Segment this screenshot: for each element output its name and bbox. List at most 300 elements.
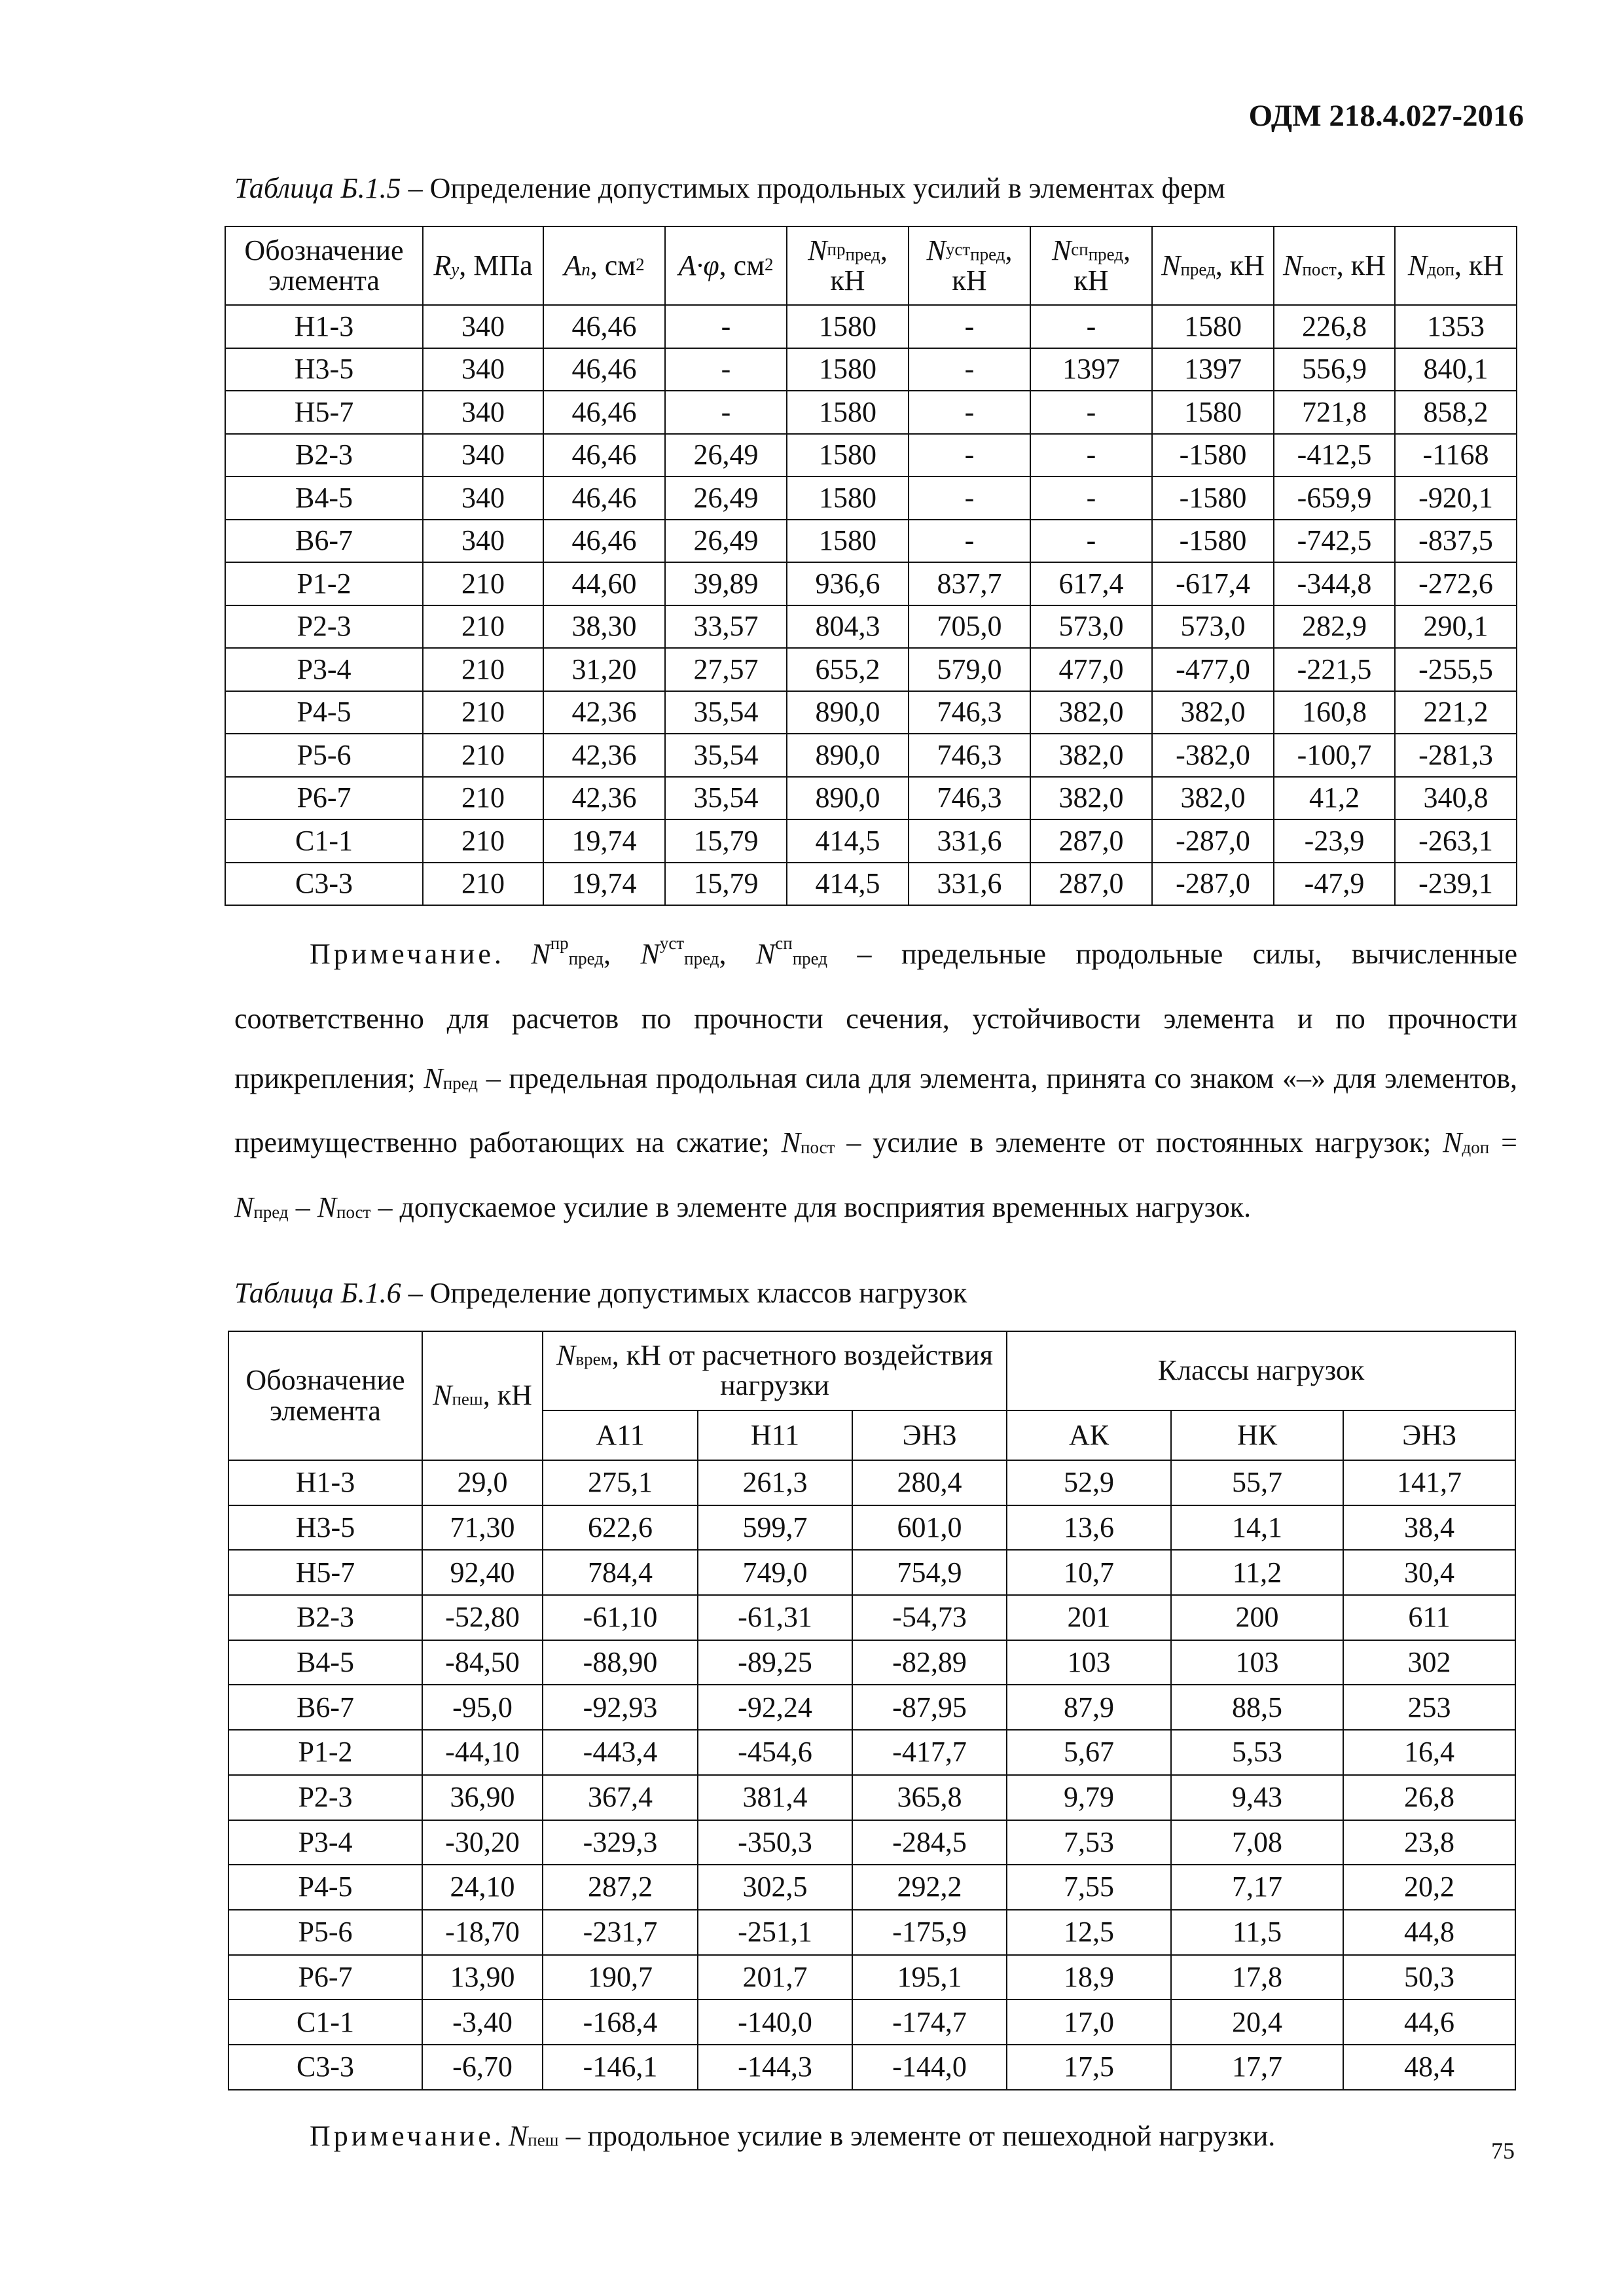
table-cell: 340 <box>423 305 543 348</box>
table-row <box>225 562 1517 605</box>
table-row <box>228 2045 1515 2090</box>
table-cell: 754,9 <box>852 1550 1007 1595</box>
table-cell: 201 <box>1007 1595 1171 1640</box>
row-element-cell: С1-1 <box>225 819 423 863</box>
table-cell: 210 <box>423 819 543 863</box>
table-cell: 340 <box>423 520 543 563</box>
row-element-cell: Р1-2 <box>228 1730 422 1775</box>
row-element-cell: Н3-5 <box>228 1505 422 1551</box>
table-cell: -251,1 <box>698 1910 852 1955</box>
table-row <box>228 1685 1515 1730</box>
table-cell: 858,2 <box>1395 391 1517 434</box>
table-row <box>225 605 1517 649</box>
table-cell: 261,3 <box>698 1460 852 1505</box>
page-number: 75 <box>1491 2138 1515 2164</box>
table-row <box>225 819 1517 863</box>
table-row <box>225 305 1517 348</box>
table-cell: - <box>909 305 1030 348</box>
table-cell: 840,1 <box>1395 348 1517 391</box>
col-element: Обозначение элемента <box>225 226 423 305</box>
table-row <box>228 1595 1515 1640</box>
table-cell: 195,1 <box>852 1955 1007 2000</box>
col2-ak: АК <box>1007 1410 1171 1460</box>
table-cell: -1168 <box>1395 434 1517 477</box>
table-cell: -263,1 <box>1395 819 1517 863</box>
table-cell: 331,6 <box>909 863 1030 906</box>
table-cell: 17,0 <box>1007 2000 1171 2045</box>
table-cell: 275,1 <box>543 1460 698 1505</box>
table2-body <box>228 1460 1515 2090</box>
table-row <box>225 391 1517 434</box>
table-cell: 19,74 <box>543 819 665 863</box>
row-element-cell: Н1-3 <box>225 305 423 348</box>
table-cell: 38,4 <box>1343 1505 1515 1551</box>
table-cell: 837,7 <box>909 562 1030 605</box>
table-cell: -659,9 <box>1274 476 1395 520</box>
table-cell: 55,7 <box>1171 1460 1343 1505</box>
table-cell: -477,0 <box>1152 648 1274 691</box>
table-cell: 746,3 <box>909 734 1030 777</box>
table-cell: -350,3 <box>698 1820 852 1865</box>
table-cell: 226,8 <box>1274 305 1395 348</box>
table-cell: 804,3 <box>787 605 909 649</box>
table-cell: 721,8 <box>1274 391 1395 434</box>
table-cell: 26,49 <box>665 520 787 563</box>
row-element-cell: С3-3 <box>225 863 423 906</box>
table-cell: 71,30 <box>422 1505 543 1551</box>
table-cell: 381,4 <box>698 1775 852 1820</box>
table-cell: 13,6 <box>1007 1505 1171 1551</box>
table-row <box>225 777 1517 820</box>
table-permissible-forces <box>225 226 1517 906</box>
col2-en3-class: ЭН3 <box>1343 1410 1515 1460</box>
table-cell: 340 <box>423 391 543 434</box>
table-row <box>225 648 1517 691</box>
table-row <box>225 476 1517 520</box>
table-cell: 26,49 <box>665 476 787 520</box>
table-cell: 20,4 <box>1171 2000 1343 2045</box>
table-cell: 200 <box>1171 1595 1343 1640</box>
table-cell: 282,9 <box>1274 605 1395 649</box>
row-element-cell: В4-5 <box>225 476 423 520</box>
table-cell: -1580 <box>1152 434 1274 477</box>
note-table2: Примечание. $N_{пеш}$ – продольное усилие в элементе от пешеходной нагрузки. <box>310 2120 1276 2152</box>
table-cell: -47,9 <box>1274 863 1395 906</box>
table-cell: 340 <box>423 348 543 391</box>
table-cell: 103 <box>1007 1640 1171 1685</box>
table-cell: 611 <box>1343 1595 1515 1640</box>
table-cell: -287,0 <box>1152 819 1274 863</box>
row-element-cell: Р6-7 <box>225 777 423 820</box>
table-cell: 18,9 <box>1007 1955 1171 2000</box>
table-cell: -175,9 <box>852 1910 1007 1955</box>
table-cell: 88,5 <box>1171 1685 1343 1730</box>
table-cell: -1580 <box>1152 520 1274 563</box>
note1-label: Примечание <box>310 937 494 970</box>
table-row <box>228 1775 1515 1820</box>
table-cell: -3,40 <box>422 2000 543 2045</box>
table-cell: 44,60 <box>543 562 665 605</box>
table-cell: 35,54 <box>665 734 787 777</box>
table-cell: 579,0 <box>909 648 1030 691</box>
table2-caption-label: Таблица Б.1.6 <box>234 1277 401 1309</box>
table-cell: - <box>665 391 787 434</box>
table-cell: -92,24 <box>698 1685 852 1730</box>
table-cell: 292,2 <box>852 1865 1007 1910</box>
table-cell: - <box>1030 520 1152 563</box>
row-element-cell: В2-3 <box>225 434 423 477</box>
table-cell: 1397 <box>1030 348 1152 391</box>
table-cell: 7,17 <box>1171 1865 1343 1910</box>
table-cell: 890,0 <box>787 691 909 734</box>
table-cell: 87,9 <box>1007 1685 1171 1730</box>
col2-nped: $N_{пеш}$, кН <box>422 1331 543 1460</box>
row-element-cell: С1-1 <box>228 2000 422 2045</box>
row-element-cell: Р4-5 <box>228 1865 422 1910</box>
table-cell: 890,0 <box>787 734 909 777</box>
table2-caption-text: – Определение допустимых классов нагрузок <box>401 1277 967 1309</box>
table-cell: 24,10 <box>422 1865 543 1910</box>
table-cell: -146,1 <box>543 2045 698 2090</box>
table-cell: 705,0 <box>909 605 1030 649</box>
table-cell: - <box>909 391 1030 434</box>
table-cell: -231,7 <box>543 1910 698 1955</box>
table-cell: 46,46 <box>543 434 665 477</box>
table-cell: 5,67 <box>1007 1730 1171 1775</box>
table-cell: 1580 <box>1152 305 1274 348</box>
col-ndop: $N_{доп}$, кН <box>1395 226 1517 305</box>
col-npred: $N_{пред}$, кН <box>1152 226 1274 305</box>
table-cell: 287,0 <box>1030 863 1152 906</box>
table-cell: -18,70 <box>422 1910 543 1955</box>
table-cell: - <box>1030 305 1152 348</box>
table-cell: -837,5 <box>1395 520 1517 563</box>
table-cell: 16,4 <box>1343 1730 1515 1775</box>
col-aphi: A·φ, $см^2$ <box>665 226 787 305</box>
table-cell: 1580 <box>1152 391 1274 434</box>
note2-label: Примечание <box>310 2120 494 2152</box>
table-cell: 19,74 <box>543 863 665 906</box>
row-element-cell: Н5-7 <box>225 391 423 434</box>
row-element-cell: С3-3 <box>228 2045 422 2090</box>
table-cell: -284,5 <box>852 1820 1007 1865</box>
table-cell: 1580 <box>787 434 909 477</box>
table-cell: 601,0 <box>852 1505 1007 1551</box>
table-row <box>225 348 1517 391</box>
table-cell: 382,0 <box>1030 691 1152 734</box>
col2-n11: Н11 <box>698 1410 852 1460</box>
table-cell: 340 <box>423 434 543 477</box>
table-row <box>228 2000 1515 2045</box>
row-element-cell: В2-3 <box>228 1595 422 1640</box>
table-cell: 160,8 <box>1274 691 1395 734</box>
col-nust: $N^{уст}_{пред}$, кН <box>909 226 1030 305</box>
row-element-cell: Р2-3 <box>228 1775 422 1820</box>
table-cell: 29,0 <box>422 1460 543 1505</box>
table-row <box>225 434 1517 477</box>
row-element-cell: Н1-3 <box>228 1460 422 1505</box>
table-cell: -281,3 <box>1395 734 1517 777</box>
table-cell: -92,93 <box>543 1685 698 1730</box>
table-cell: 27,57 <box>665 648 787 691</box>
table-cell: 42,36 <box>543 734 665 777</box>
table-cell: 35,54 <box>665 777 787 820</box>
table-cell: 746,3 <box>909 691 1030 734</box>
table-cell: 382,0 <box>1030 777 1152 820</box>
table-cell: -52,80 <box>422 1595 543 1640</box>
table1-caption-label: Таблица Б.1.5 <box>234 172 401 204</box>
table-cell: -100,7 <box>1274 734 1395 777</box>
table-cell: 30,4 <box>1343 1550 1515 1595</box>
table-cell: 1397 <box>1152 348 1274 391</box>
table-cell: 52,9 <box>1007 1460 1171 1505</box>
table-row <box>225 691 1517 734</box>
table-cell: 17,7 <box>1171 2045 1343 2090</box>
table-cell: - <box>665 305 787 348</box>
table-cell: 15,79 <box>665 863 787 906</box>
table-cell: 221,2 <box>1395 691 1517 734</box>
table-cell: 11,2 <box>1171 1550 1343 1595</box>
table-cell: 103 <box>1171 1640 1343 1685</box>
table-cell: - <box>909 476 1030 520</box>
col-ry: $R_y$, МПа <box>423 226 543 305</box>
col-npr: $N^{пр}_{пред}$, кН <box>787 226 909 305</box>
row-element-cell: Р6-7 <box>228 1955 422 2000</box>
table-cell: -61,10 <box>543 1595 698 1640</box>
table-row <box>225 863 1517 906</box>
table-cell: 331,6 <box>909 819 1030 863</box>
row-element-cell: Н3-5 <box>225 348 423 391</box>
table-cell: 210 <box>423 863 543 906</box>
table-cell: - <box>1030 391 1152 434</box>
table-cell: 365,8 <box>852 1775 1007 1820</box>
row-element-cell: В6-7 <box>228 1685 422 1730</box>
row-element-cell: Р5-6 <box>225 734 423 777</box>
row-element-cell: В4-5 <box>228 1640 422 1685</box>
table-cell: 1353 <box>1395 305 1517 348</box>
table-cell: 382,0 <box>1152 691 1274 734</box>
table-cell: -382,0 <box>1152 734 1274 777</box>
table-cell: 210 <box>423 648 543 691</box>
table-cell: 11,5 <box>1171 1910 1343 1955</box>
table-cell: -23,9 <box>1274 819 1395 863</box>
table-cell: -44,10 <box>422 1730 543 1775</box>
table-cell: -168,4 <box>543 2000 698 2045</box>
table-cell: 287,0 <box>1030 819 1152 863</box>
table-cell: -61,31 <box>698 1595 852 1640</box>
row-element-cell: В6-7 <box>225 520 423 563</box>
table-cell: 280,4 <box>852 1460 1007 1505</box>
table-cell: 42,36 <box>543 691 665 734</box>
table-row <box>228 1640 1515 1685</box>
table-cell: -221,5 <box>1274 648 1395 691</box>
table-cell: -454,6 <box>698 1730 852 1775</box>
row-element-cell: Р2-3 <box>225 605 423 649</box>
table-load-classes <box>228 1331 1516 2090</box>
table-row <box>228 1955 1515 2000</box>
table-cell: 26,8 <box>1343 1775 1515 1820</box>
col-nsp: $N^{сп}_{пред}$, кН <box>1030 226 1152 305</box>
table-cell: -920,1 <box>1395 476 1517 520</box>
table-cell: - <box>909 348 1030 391</box>
table-cell: 46,46 <box>543 348 665 391</box>
table-cell: 15,79 <box>665 819 787 863</box>
table2-header-row-1 <box>228 1331 1515 1410</box>
table-cell: 50,3 <box>1343 1955 1515 2000</box>
table-cell: -412,5 <box>1274 434 1395 477</box>
table-cell: 414,5 <box>787 819 909 863</box>
table-cell: 210 <box>423 562 543 605</box>
table-cell: 599,7 <box>698 1505 852 1551</box>
table-cell: 7,55 <box>1007 1865 1171 1910</box>
table-cell: 749,0 <box>698 1550 852 1595</box>
row-element-cell: Р3-4 <box>225 648 423 691</box>
table-cell: 41,2 <box>1274 777 1395 820</box>
table-cell: -89,25 <box>698 1640 852 1685</box>
table-cell: 190,7 <box>543 1955 698 2000</box>
table-cell: 46,46 <box>543 476 665 520</box>
table-cell: 5,53 <box>1171 1730 1343 1775</box>
table-cell: 890,0 <box>787 777 909 820</box>
col2-a11: А11 <box>543 1410 698 1460</box>
table-cell: 35,54 <box>665 691 787 734</box>
table-cell: 46,46 <box>543 520 665 563</box>
table-cell: -417,7 <box>852 1730 1007 1775</box>
table-cell: -84,50 <box>422 1640 543 1685</box>
document-code: ОДМ 218.4.027-2016 <box>1248 99 1524 133</box>
table-cell: 210 <box>423 734 543 777</box>
table-cell: - <box>909 434 1030 477</box>
table-cell: -344,8 <box>1274 562 1395 605</box>
col-npost: $N_{пост}$, кН <box>1274 226 1395 305</box>
table-row <box>228 1820 1515 1865</box>
table-cell: 44,8 <box>1343 1910 1515 1955</box>
table-cell: 13,90 <box>422 1955 543 2000</box>
table-cell: 382,0 <box>1030 734 1152 777</box>
col2-en3-force: ЭН3 <box>852 1410 1007 1460</box>
table-cell: 12,5 <box>1007 1910 1171 1955</box>
table1-caption <box>234 171 1225 205</box>
table-cell: 92,40 <box>422 1550 543 1595</box>
table-cell: 1580 <box>787 476 909 520</box>
table-cell: 1580 <box>787 348 909 391</box>
table-cell: 46,46 <box>543 391 665 434</box>
table-cell: 287,2 <box>543 1865 698 1910</box>
note-table1: Примечание. $N^{пр}_{пред}$, $N^{уст}_{пред}$, $N^{сп}_{пред}$ – предельные продольные силы, вычисленные соответственно для расчетов по прочности сечения, устойчивости элемента и по прочности прикрепления; $N_{пред}$ – предельная продольная сила для элемента, принята со знаком «–» для элементов, преимущественно работающих на сжатие; $N_{пост}$ – усилие в элементе от постоянных нагрузок; $N_{доп} = N_{пред} - N_{пост}$ – допускаемое усилие в элементе для восприятия временных нагрузок. <box>234 933 1518 1224</box>
table-cell: -54,73 <box>852 1595 1007 1640</box>
row-element-cell: Р1-2 <box>225 562 423 605</box>
table-cell: - <box>1030 434 1152 477</box>
table-cell: 253 <box>1343 1685 1515 1730</box>
table-cell: 936,6 <box>787 562 909 605</box>
table-cell: -144,3 <box>698 2045 852 2090</box>
col2-nk: НК <box>1171 1410 1343 1460</box>
table1-caption-text: – Определение допустимых продольных усилий в элементах ферм <box>401 172 1225 204</box>
table-cell: 141,7 <box>1343 1460 1515 1505</box>
table-row <box>228 1550 1515 1595</box>
table-cell: 746,3 <box>909 777 1030 820</box>
table-cell: 10,7 <box>1007 1550 1171 1595</box>
table-cell: 340,8 <box>1395 777 1517 820</box>
table-cell: 31,20 <box>543 648 665 691</box>
table-cell: -329,3 <box>543 1820 698 1865</box>
table-cell: - <box>1030 476 1152 520</box>
table-row <box>228 1730 1515 1775</box>
table-cell: 14,1 <box>1171 1505 1343 1551</box>
table-cell: 17,5 <box>1007 2045 1171 2090</box>
table2-caption <box>234 1276 967 1310</box>
table-cell: -255,5 <box>1395 648 1517 691</box>
row-element-cell: Р5-6 <box>228 1910 422 1955</box>
table1-header-row <box>225 226 1517 305</box>
table-cell: 617,4 <box>1030 562 1152 605</box>
table-row <box>228 1865 1515 1910</box>
table-cell: 414,5 <box>787 863 909 906</box>
col2-element: Обозначение элемента <box>228 1331 422 1460</box>
row-element-cell: Р3-4 <box>228 1820 422 1865</box>
table-cell: -1580 <box>1152 476 1274 520</box>
table-cell: -272,6 <box>1395 562 1517 605</box>
table-cell: 42,36 <box>543 777 665 820</box>
table-cell: 201,7 <box>698 1955 852 2000</box>
table-cell: - <box>665 348 787 391</box>
table-cell: 33,57 <box>665 605 787 649</box>
table-cell: -88,90 <box>543 1640 698 1685</box>
table-row <box>225 734 1517 777</box>
table-cell: 1580 <box>787 391 909 434</box>
table-cell: -140,0 <box>698 2000 852 2045</box>
table-cell: - <box>909 520 1030 563</box>
table-cell: -95,0 <box>422 1685 543 1730</box>
table-cell: -287,0 <box>1152 863 1274 906</box>
table-cell: 1580 <box>787 520 909 563</box>
col2-classes-group: Классы нагрузок <box>1007 1331 1515 1410</box>
table-cell: 1580 <box>787 305 909 348</box>
table-cell: 9,79 <box>1007 1775 1171 1820</box>
table-cell: 784,4 <box>543 1550 698 1595</box>
table-cell: -87,95 <box>852 1685 1007 1730</box>
table-cell: -174,7 <box>852 2000 1007 2045</box>
table-row <box>228 1505 1515 1551</box>
table-cell: 382,0 <box>1152 777 1274 820</box>
table-cell: 290,1 <box>1395 605 1517 649</box>
table-cell: 210 <box>423 691 543 734</box>
table-cell: 48,4 <box>1343 2045 1515 2090</box>
table-cell: 36,90 <box>422 1775 543 1820</box>
table-cell: 210 <box>423 605 543 649</box>
col-an: $A_n$, $см^2$ <box>543 226 665 305</box>
table-cell: 38,30 <box>543 605 665 649</box>
row-element-cell: Н5-7 <box>228 1550 422 1595</box>
table-cell: 302,5 <box>698 1865 852 1910</box>
table-cell: -617,4 <box>1152 562 1274 605</box>
table-cell: 7,08 <box>1171 1820 1343 1865</box>
table-cell: -144,0 <box>852 2045 1007 2090</box>
table-cell: 44,6 <box>1343 2000 1515 2045</box>
table1-body <box>225 305 1517 905</box>
table-row <box>228 1910 1515 1955</box>
col2-nvrem-group: $N_{врем}$, кН от расчетного воздействия нагрузки <box>543 1331 1007 1410</box>
table-cell: -742,5 <box>1274 520 1395 563</box>
table-cell: 23,8 <box>1343 1820 1515 1865</box>
table-cell: 573,0 <box>1030 605 1152 649</box>
table-cell: -239,1 <box>1395 863 1517 906</box>
table-cell: -30,20 <box>422 1820 543 1865</box>
table-cell: 210 <box>423 777 543 820</box>
table-cell: 26,49 <box>665 434 787 477</box>
table-cell: 622,6 <box>543 1505 698 1551</box>
table-cell: -82,89 <box>852 1640 1007 1685</box>
